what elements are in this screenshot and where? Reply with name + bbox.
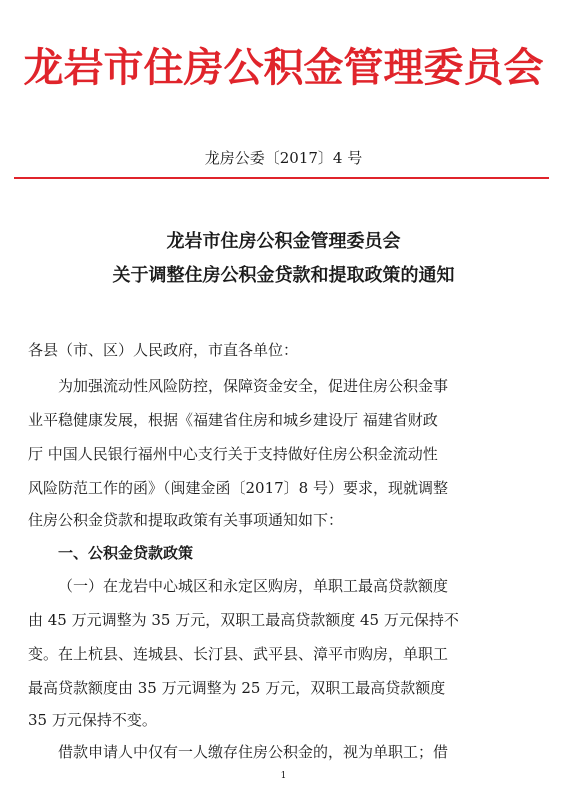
body-line-salutation: 各县（市、区）人民政府，市直各单位： bbox=[28, 341, 299, 359]
body-line: （一）在龙岩中心城区和永定区购房，单职工最高贷款额度 bbox=[58, 577, 449, 595]
notice-title-line-1: 龙岩市住房公积金管理委员会 bbox=[166, 231, 401, 252]
notice-title-line-2: 关于调整住房公积金贷款和提取政策的通知 bbox=[112, 265, 455, 286]
body-line: 厅 中国人民银行福州中心支行关于支持做好住房公积金流动性 bbox=[28, 445, 438, 463]
body-line: 最高贷款额度由 35 万元调整为 25 万元，双职工最高贷款额度 bbox=[28, 679, 446, 697]
body-line: 由 45 万元调整为 35 万元，双职工最高贷款额度 45 万元保持不 bbox=[28, 611, 459, 629]
section-heading: 一、公积金贷款政策 bbox=[58, 544, 194, 562]
body-line: 风险防范工作的函》（闽建金函〔2017〕8 号）要求，现就调整 bbox=[28, 479, 448, 497]
body-line: 业平稳健康发展，根据《福建省住房和城乡建设厅 福建省财政 bbox=[28, 411, 438, 429]
masthead-title: 龙岩市住房公积金管理委员会 bbox=[23, 44, 544, 91]
page-number: 1 bbox=[280, 771, 287, 781]
body-line: 为加强流动性风险防控，保障资金安全，促进住房公积金事 bbox=[58, 377, 449, 395]
body-line: 35 万元保持不变。 bbox=[28, 711, 157, 729]
red-divider-line bbox=[14, 177, 549, 179]
body-line: 住房公积金贷款和提取政策有关事项通知如下： bbox=[28, 511, 344, 529]
body-line: 变。在上杭县、连城县、长汀县、武平县、漳平市购房，单职工 bbox=[28, 645, 449, 663]
document-number: 龙房公委〔2017〕4 号 bbox=[204, 149, 363, 167]
body-line: 借款申请人中仅有一人缴存住房公积金的，视为单职工；借 bbox=[58, 743, 449, 761]
